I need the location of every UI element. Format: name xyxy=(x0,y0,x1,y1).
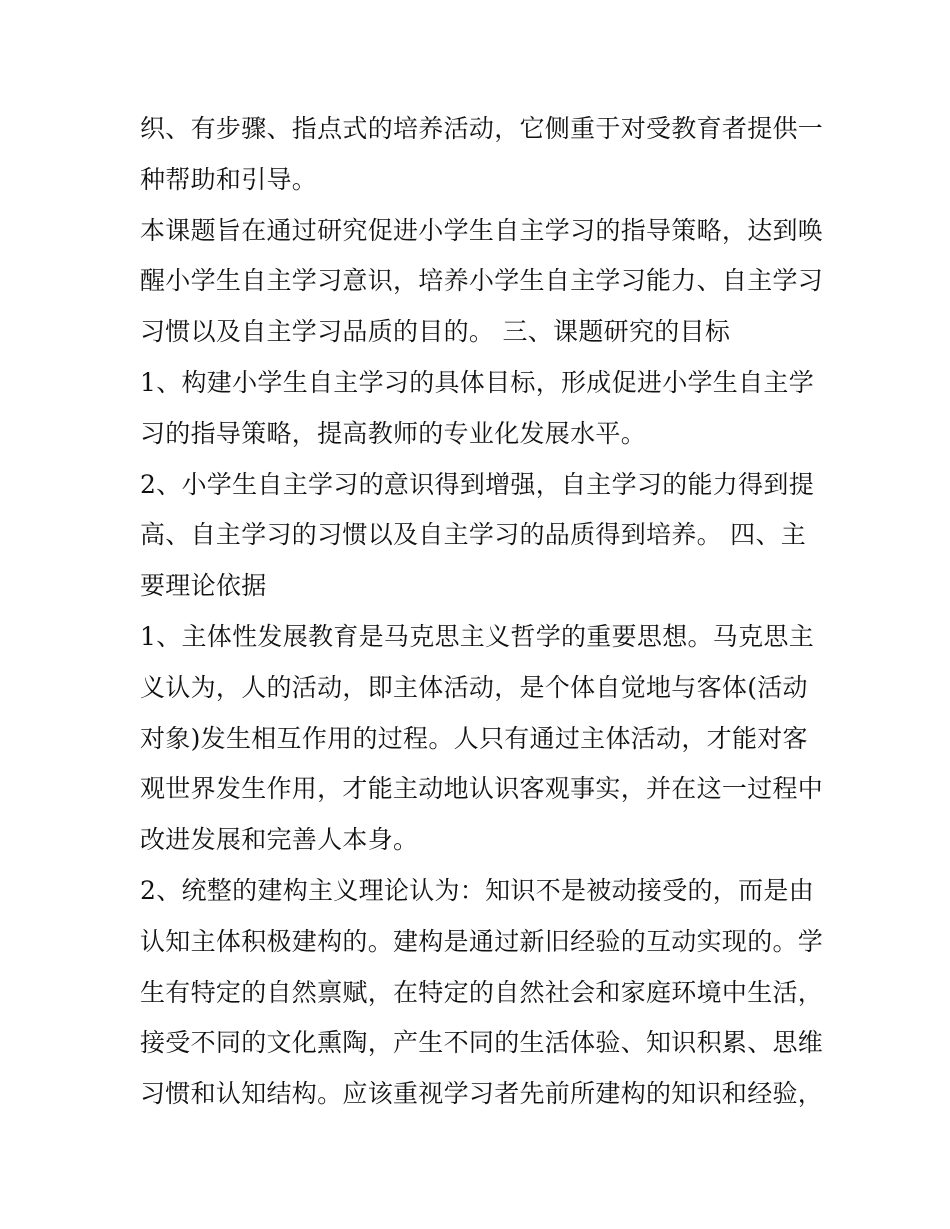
text-line: 习惯以及自主学习品质的目的。 三、课题研究的目标 xyxy=(140,317,731,347)
text-line: 改进发展和完善人本身。 xyxy=(140,825,419,855)
text-line: 1、构建小学生自主学习的具体目标，形成促进小学生自主学 xyxy=(140,367,815,397)
text-line: 义认为，人的活动，即主体活动，是个体自觉地与客体(活动 xyxy=(140,672,808,702)
body-text xyxy=(140,104,824,1120)
text-line: 醒小学生自主学习意识，培养小学生自主学习能力、自主学习 xyxy=(140,266,824,296)
text-line: 要理论依据 xyxy=(140,571,267,601)
text-line: 高、自主学习的习惯以及自主学习的品质得到培养。 四、主 xyxy=(140,520,807,550)
text-line: 习的指导策略，提高教师的专业化发展水平。 xyxy=(140,418,647,448)
text-line: 织、有步骤、指点式的培养活动，它侧重于对受教育者提供一 xyxy=(140,114,824,143)
text-line: 1、主体性发展教育是马克思主义哲学的重要思想。马克思主 xyxy=(140,621,815,651)
text-line: 本课题旨在通过研究促进小学生自主学习的指导策略，达到唤 xyxy=(140,215,824,245)
text-line: 对象)发生相互作用的过程。人只有通过主体活动，才能对客 xyxy=(140,723,808,753)
text-line: 生有特定的自然禀赋，在特定的自然社会和家庭环境中生活， xyxy=(140,977,824,1007)
text-line: 2、统整的建构主义理论认为：知识不是被动接受的，而是由 xyxy=(140,875,815,905)
text-line: 接受不同的文化熏陶，产生不同的生活体验、知识积累、思维 xyxy=(140,1028,824,1058)
text-line: 认知主体积极建构的。建构是通过新旧经验的互动实现的。学 xyxy=(140,926,824,956)
text-line: 种帮助和引导。 xyxy=(140,164,318,194)
text-line: 习惯和认知结构。应该重视学习者先前所建构的知识和经验， xyxy=(140,1079,824,1109)
text-line: 观世界发生作用，才能主动地认识客观事实，并在这一过程中 xyxy=(140,774,824,804)
text-line: 2、小学生自主学习的意识得到增强，自主学习的能力得到提 xyxy=(140,469,815,499)
